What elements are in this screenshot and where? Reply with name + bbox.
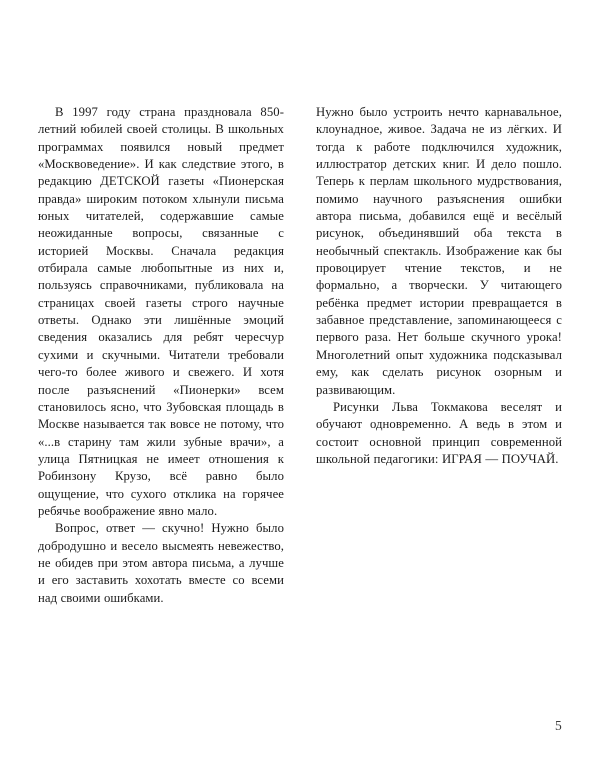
paragraph: Вопрос, ответ — скучно! Нужно было добродушно и весело высмеять невежество, не обидев при этом автора письма, а лучше и его заставить хохотать вместе со всеми над своими ошибками.	[38, 521, 284, 605]
page-text-body	[38, 104, 562, 664]
paragraph: Нужно было устроить нечто карнавальное, клоунадное, живое. Задача не из лёгких. И тогда к работе подключился художник, иллюстратор детских книг. И дело пошло. Теперь к перлам школьного мудрствования, помимо научного разъяснения ошибки автора письма, добавился ещё и весёлый рисунок, объединявший оба текста в необычный спектакль. Изображение как бы провоцирует чтение текстов, и не формально, а творчески. У читающего ребёнка предмет истории превращается в забавное представление, запоминающееся с первого раза. Нет больше скучного урока! Многолетний опыт художника подсказывал ему, как сделать рисунок озорным и развивающим.	[316, 105, 562, 397]
paragraph: В 1997 году страна праздновала 850-летний юбилей своей столицы. В школьных программах появился новый предмет «Москвоведение». И как следствие этого, в редакцию ДЕТСКОЙ газеты «Пионерская правда» широким потоком хлынули письма юных читателей, содержавшие самые неожиданные вопросы, связанные с историей Москвы. Сначала редакция отбирала самые любопытные из них и, пользуясь справочниками, публиковала на страницах своей газеты строго научные ответы. Однако эти лишённые эмоций сведения оказались для ребят чересчур сухими и скучными. Читатели требовали чего-то более живого и свежего. И хотя после разъяснений «Пионерки» всем становилось ясно, что Зубовская площадь в Москве называется так вовсе не потому, что «...в старину там жили зубные врачи», а улица Пятницкая не имеет отношения к Робинзону Крузо, всё равно было ощущение, что сухого отклика на горячее ребячье воображение явно мало.	[38, 105, 284, 518]
page-number: 5	[555, 718, 562, 733]
paragraph: Рисунки Льва Токмакова веселят и обучают одновременно. А ведь в этом и состоит основной принцип современной школьной педагогики: ИГРАЯ — ПОУЧАЙ.	[316, 399, 562, 466]
right-column	[316, 104, 562, 468]
left-column	[38, 104, 284, 607]
